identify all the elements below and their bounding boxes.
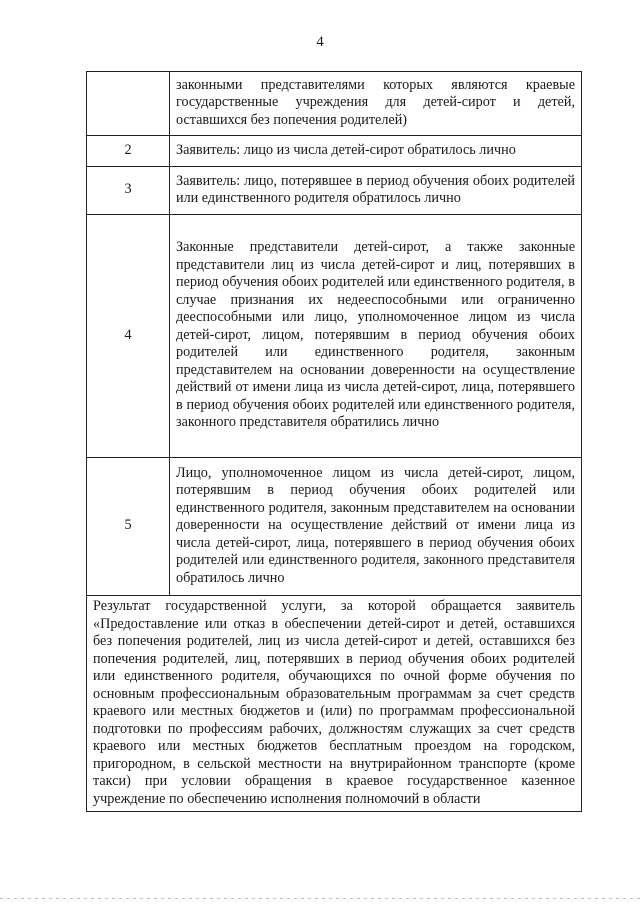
table-row — [87, 215, 582, 458]
table-row — [87, 596, 582, 812]
table-row — [87, 136, 582, 167]
scan-edge-line — [0, 898, 640, 899]
row-text-cell: Заявитель: лицо, потерявшее в период обучения обоих родителей или единственного родителя обратилось лично — [170, 167, 582, 215]
table-row — [87, 458, 582, 596]
page-number: 4 — [316, 34, 324, 50]
row-text-cell: Законные представители детей-сирот, а также законные представители лиц из числа детей-сирот и лиц, потерявших в период обучения обоих родителей или единственного родителя, в случае признания их недееспособными или ограниченно дееспособными или лицо, уполномоченное лицом из числа детей-сирот, лицом, потерявшим в период обучения обоих родителей или единственного родителя, законным представителем на основании доверенности на осуществление действий от имени лица из числа детей-сирот, лица, потерявшего в период обучения обоих родителей или единственного родителя, законного представителя обратились лично — [170, 215, 582, 458]
row-text-cell: Заявитель: лицо из числа детей-сирот обратилось лично — [170, 136, 582, 167]
row-number-cell — [87, 72, 170, 136]
row-number-cell: 2 — [87, 136, 170, 167]
row-text-cell: Лицо, уполномоченное лицом из числа детей-сирот, лицом, потерявшим в период обучения обоих родителей или единственного родителя, законным представителем на основании доверенности на осуществление действий от имени лица из числа детей-сирот, лица, потерявшего в период обучения обоих родителей или единственного родителя, законного представителя обратилось лично — [170, 458, 582, 596]
table-row — [87, 167, 582, 215]
row-number-cell: 5 — [87, 458, 170, 596]
row-text-cell: законными представителями которых являются краевые государственные учреждения для детей-сирот и детей, оставшихся без попечения родителей) — [170, 72, 582, 136]
row-number-cell: 4 — [87, 215, 170, 458]
result-text-cell: Результат государственной услуги, за которой обращается заявитель «Предоставление или отказ в обеспечении детей-сирот и детей, оставшихся без попечения родителей, лиц из числа детей-сирот и детей, оставшихся без попечения родителей, лиц, потерявших в период обучения обоих родителей или единственного родителя, обучающихся по очной форме обучения по основным профессиональным образовательным программам за счет средств краевого или местных бюджетов и (или) по программам профессиональной подготовки по профессиям рабочих, должностям служащих за счет средств краевого или местных бюджетов бесплатным проездом на городском, пригородном, в сельской местности на внутрирайонном транспорте (кроме такси) при условии обращения в краевое государственное казенное учреждение по обеспечению исполнения полномочий в области — [87, 596, 582, 812]
table-row — [87, 72, 582, 136]
applicant-variants-table — [86, 71, 582, 812]
row-number-cell: 3 — [87, 167, 170, 215]
